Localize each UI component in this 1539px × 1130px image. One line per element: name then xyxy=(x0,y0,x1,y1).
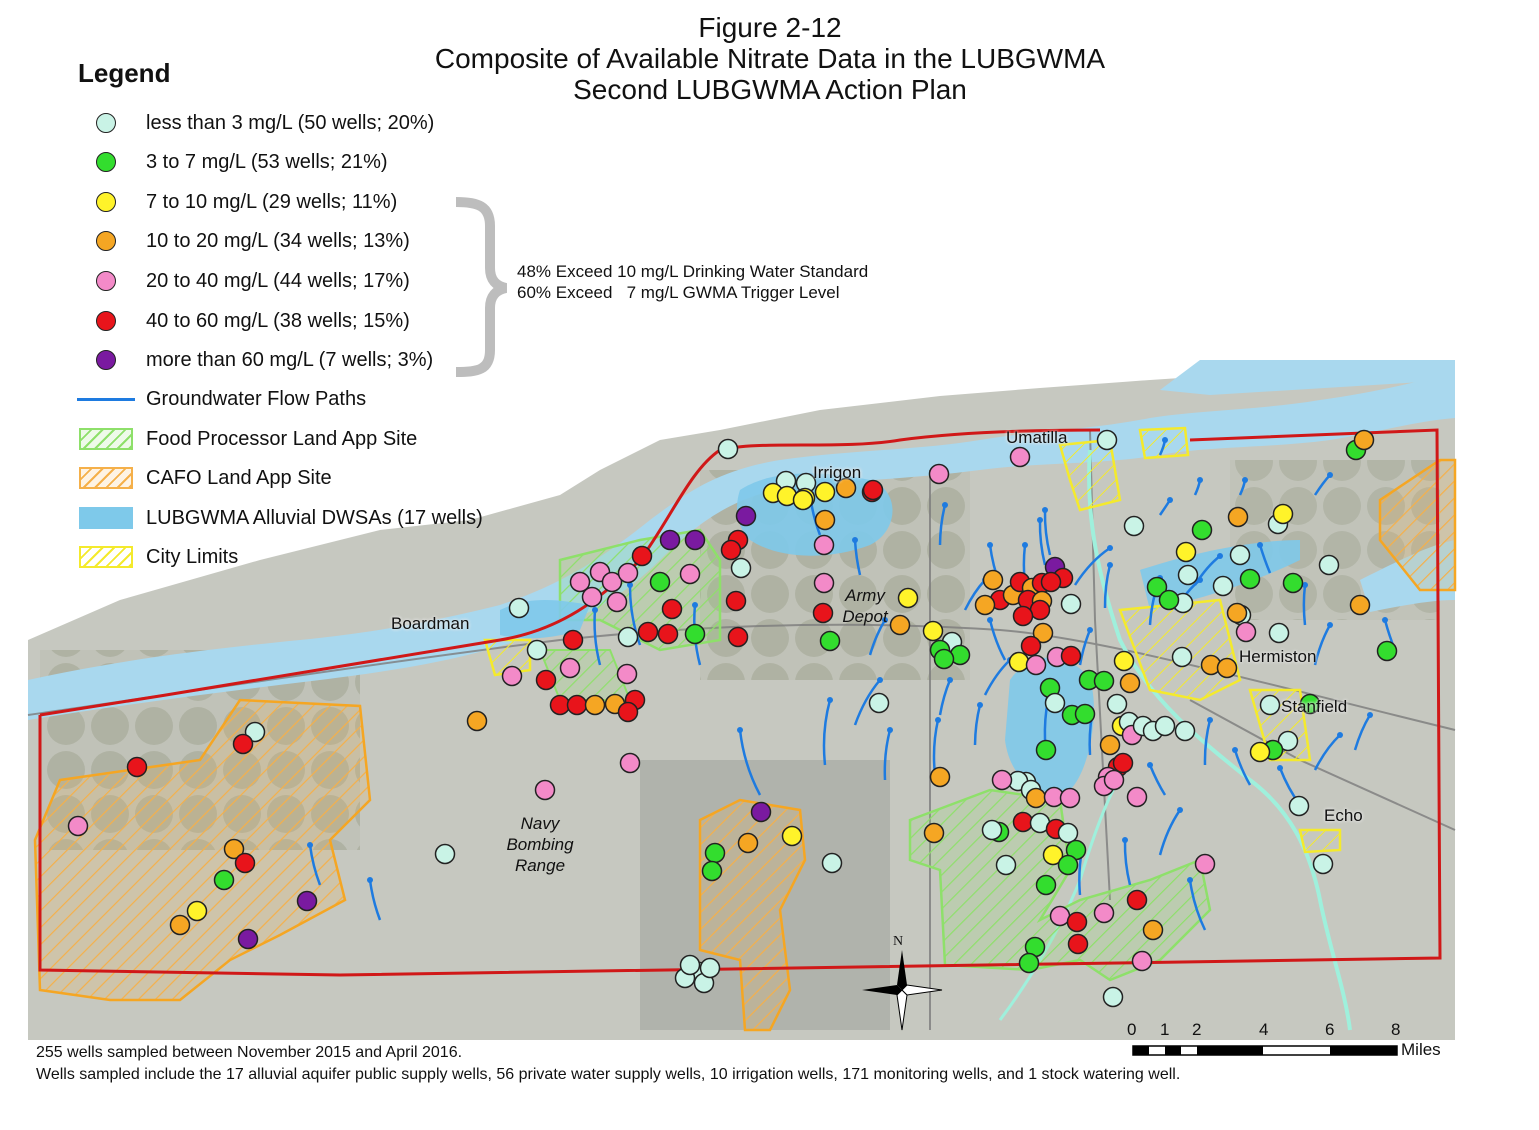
well-marker xyxy=(1095,904,1114,923)
well-marker xyxy=(727,592,746,611)
well-marker xyxy=(1237,623,1256,642)
well-marker xyxy=(1128,891,1147,910)
well-marker xyxy=(1031,601,1050,620)
well-marker xyxy=(1270,624,1289,643)
title-main: Composite of Available Nitrate Data in the LUBGWMA xyxy=(434,43,1106,74)
flow-arrowhead xyxy=(877,677,883,683)
well-marker xyxy=(1010,653,1029,672)
well-marker xyxy=(619,703,638,722)
well-marker xyxy=(564,631,583,650)
legend-item-7to10 xyxy=(76,187,397,217)
flow-arrowhead xyxy=(592,607,598,613)
well-marker xyxy=(681,956,700,975)
well-marker xyxy=(510,599,529,618)
exceed-trigger-level: 60% Exceed 7 mg/L GWMA Trigger Level xyxy=(517,283,840,302)
depot-label-line: Depot xyxy=(842,607,888,626)
well-marker xyxy=(1125,517,1144,536)
flow-arrowhead xyxy=(1197,477,1203,483)
legend-label: 20 to 40 mg/L (44 wells; 17%) xyxy=(146,269,410,292)
well-marker xyxy=(661,531,680,550)
well-marker xyxy=(1173,648,1192,667)
well-marker xyxy=(1022,637,1041,656)
place-umatilla: Umatilla xyxy=(1006,428,1068,447)
well-marker xyxy=(1051,907,1070,926)
well-marker xyxy=(586,696,605,715)
well-marker xyxy=(1027,789,1046,808)
bombing-label-line: Bombing xyxy=(506,835,574,854)
well-marker xyxy=(1061,789,1080,808)
well-marker xyxy=(1121,674,1140,693)
well-marker xyxy=(930,465,949,484)
well-marker xyxy=(551,696,570,715)
well-marker xyxy=(1177,543,1196,562)
well-marker xyxy=(1314,855,1333,874)
well-marker xyxy=(686,531,705,550)
well-marker xyxy=(1290,797,1309,816)
well-marker xyxy=(1059,824,1078,843)
scale-tick: 1 xyxy=(1160,1020,1170,1039)
well-marker xyxy=(1179,566,1198,585)
well-marker xyxy=(1027,656,1046,675)
legend-label: 3 to 7 mg/L (53 wells; 21%) xyxy=(146,150,388,173)
well-marker xyxy=(816,483,835,502)
well-marker xyxy=(899,589,918,608)
place-echo: Echo xyxy=(1324,806,1363,825)
flow-arrowhead xyxy=(1122,837,1128,843)
well-marker xyxy=(1320,556,1339,575)
well-marker xyxy=(739,834,758,853)
well-marker xyxy=(239,930,258,949)
legend-item-city-limits xyxy=(76,542,238,572)
well-marker xyxy=(1011,448,1030,467)
well-marker xyxy=(722,541,741,560)
legend-label: CAFO Land App Site xyxy=(146,466,332,489)
well-marker xyxy=(188,902,207,921)
well-marker xyxy=(732,559,751,578)
well-marker xyxy=(608,593,627,612)
range-label-line: Range xyxy=(514,856,566,875)
well-marker xyxy=(215,871,234,890)
well-marker xyxy=(633,547,652,566)
legend-label: less than 3 mg/L (50 wells; 20%) xyxy=(146,111,435,134)
scale-tick: 0 xyxy=(1127,1020,1137,1039)
flow-arrowhead xyxy=(1382,617,1388,623)
flow-arrowhead xyxy=(737,727,743,733)
well-marker xyxy=(1193,521,1212,540)
well-marker xyxy=(1108,695,1127,714)
flow-arrowhead xyxy=(1242,477,1248,483)
well-marker xyxy=(1128,788,1147,807)
well-marker xyxy=(823,854,842,873)
navy-label-line: Navy xyxy=(520,814,560,833)
well-marker xyxy=(1101,736,1120,755)
well-marker xyxy=(821,632,840,651)
well-marker xyxy=(1274,505,1293,524)
well-marker xyxy=(1042,573,1061,592)
well-marker xyxy=(1037,876,1056,895)
flow-arrowhead xyxy=(307,842,313,848)
well-marker xyxy=(1228,604,1247,623)
well-marker xyxy=(618,665,637,684)
flow-arrowhead xyxy=(1337,732,1343,738)
flow-arrowhead xyxy=(1277,765,1283,771)
flow-arrowhead xyxy=(827,697,833,703)
flow-arrowhead xyxy=(1147,762,1153,768)
well-marker xyxy=(1156,717,1175,736)
flow-arrowhead xyxy=(1257,542,1263,548)
flow-arrowhead xyxy=(692,602,698,608)
flow-arrowhead xyxy=(1107,545,1113,551)
well-marker xyxy=(1144,921,1163,940)
scale-tick: 6 xyxy=(1325,1020,1335,1039)
flow-arrowhead xyxy=(1042,507,1048,513)
flow-arrowhead xyxy=(1367,712,1373,718)
place-boardman: Boardman xyxy=(391,614,470,633)
well-marker xyxy=(1076,705,1095,724)
well-marker xyxy=(619,564,638,583)
legend-dot-icon xyxy=(96,152,116,172)
well-marker xyxy=(701,959,720,978)
flow-arrowhead xyxy=(1232,747,1238,753)
scale-tick: 8 xyxy=(1391,1020,1401,1039)
well-marker xyxy=(1115,652,1134,671)
well-marker xyxy=(537,671,556,690)
well-marker xyxy=(752,803,771,822)
well-marker xyxy=(171,916,190,935)
well-marker xyxy=(503,667,522,686)
legend-label: more than 60 mg/L (7 wells; 3%) xyxy=(146,348,434,371)
flow-arrowhead xyxy=(367,877,373,883)
flow-arrowhead xyxy=(1037,517,1043,523)
legend-item-lt3 xyxy=(76,108,434,138)
flow-arrowhead xyxy=(1087,627,1093,633)
well-marker xyxy=(1037,741,1056,760)
exceedance-summary xyxy=(517,261,868,303)
title-subtitle: Second LUBGWMA Action Plan xyxy=(573,74,967,105)
flow-arrowhead xyxy=(977,702,983,708)
well-marker xyxy=(931,768,950,787)
flow-arrowhead xyxy=(852,537,858,543)
well-marker xyxy=(815,536,834,555)
green-hatch-icon xyxy=(79,428,133,450)
legend-item-food-processor xyxy=(76,424,417,454)
well-marker xyxy=(1133,952,1152,971)
well-marker xyxy=(1176,722,1195,741)
well-marker xyxy=(128,758,147,777)
well-marker xyxy=(651,573,670,592)
well-marker xyxy=(686,625,705,644)
well-marker xyxy=(1020,954,1039,973)
well-marker xyxy=(1069,935,1088,954)
legend-item-cafo xyxy=(76,463,332,493)
scale-tick: 4 xyxy=(1259,1020,1269,1039)
well-marker xyxy=(1014,607,1033,626)
well-marker xyxy=(436,845,455,864)
well-marker xyxy=(1098,431,1117,450)
well-marker xyxy=(794,491,813,510)
well-marker xyxy=(663,600,682,619)
legend-label: 10 to 20 mg/L (34 wells; 13%) xyxy=(146,229,410,252)
army-label-line: Army xyxy=(845,586,885,605)
well-marker xyxy=(984,571,1003,590)
flow-path xyxy=(1304,585,1305,625)
well-marker xyxy=(719,440,738,459)
well-marker xyxy=(1062,647,1081,666)
legend-item-40to60 xyxy=(76,306,410,336)
well-marker xyxy=(236,854,255,873)
flow-arrowhead xyxy=(1327,622,1333,628)
well-marker xyxy=(925,824,944,843)
legend-dot-icon xyxy=(96,113,116,133)
well-marker xyxy=(1105,771,1124,790)
legend-dot-icon xyxy=(96,271,116,291)
well-marker xyxy=(639,623,658,642)
flow-arrowhead xyxy=(1162,437,1168,443)
well-marker xyxy=(568,696,587,715)
legend-dot-icon xyxy=(96,350,116,370)
footnote-well-types: Wells sampled include the 17 alluvial aquifer public supply wells, 56 private water supply wells, 10 irrigation wells, 171 monitoring wells, and 1 stock watering well. xyxy=(36,1066,1181,1083)
well-marker xyxy=(621,754,640,773)
well-marker xyxy=(706,844,725,863)
well-marker xyxy=(864,481,883,500)
legend-brace xyxy=(456,202,506,372)
well-marker xyxy=(659,625,678,644)
legend-item-10to20 xyxy=(76,226,410,256)
exceed-drinking-water: 48% Exceed 10 mg/L Drinking Water Standard xyxy=(517,262,869,281)
well-marker xyxy=(619,628,638,647)
flow-arrowhead xyxy=(1187,877,1193,883)
flow-arrowhead xyxy=(935,717,941,723)
scale-tick: 2 xyxy=(1192,1020,1202,1039)
place-stanfield: Stanfield xyxy=(1281,697,1348,716)
legend-label: 40 to 60 mg/L (38 wells; 15%) xyxy=(146,309,410,332)
well-marker xyxy=(583,588,602,607)
flow-arrowhead xyxy=(1207,717,1213,723)
yellow-hatch-icon xyxy=(79,546,133,568)
well-marker xyxy=(1351,596,1370,615)
flow-arrowhead xyxy=(1217,553,1223,559)
orange-hatch-icon xyxy=(79,467,133,489)
flow-line-icon xyxy=(77,398,135,401)
well-marker xyxy=(298,892,317,911)
well-marker xyxy=(234,735,253,754)
flow-arrowhead xyxy=(1327,472,1333,478)
legend-item-3to7 xyxy=(76,147,388,177)
well-marker xyxy=(935,650,954,669)
place-navy-bombing-range xyxy=(500,813,580,876)
well-marker xyxy=(1251,743,1270,762)
well-marker xyxy=(729,628,748,647)
flow-arrowhead xyxy=(987,542,993,548)
legend-dot-icon xyxy=(96,192,116,212)
flow-arrowhead xyxy=(1177,807,1183,813)
well-marker xyxy=(993,771,1012,790)
legend-dot-icon xyxy=(96,231,116,251)
well-marker xyxy=(783,827,802,846)
well-marker xyxy=(1378,642,1397,661)
well-marker xyxy=(1218,659,1237,678)
legend-item-flow-paths xyxy=(76,384,366,414)
well-marker xyxy=(1241,570,1260,589)
well-marker xyxy=(681,565,700,584)
well-marker xyxy=(1284,574,1303,593)
well-marker xyxy=(1196,855,1215,874)
well-marker xyxy=(1214,577,1233,596)
well-marker xyxy=(1231,546,1250,565)
well-marker xyxy=(1014,813,1033,832)
flow-arrowhead xyxy=(887,727,893,733)
place-irrigon: Irrigon xyxy=(813,463,862,482)
well-marker xyxy=(816,511,835,530)
well-marker xyxy=(468,712,487,731)
legend-label: Food Processor Land App Site xyxy=(146,427,418,450)
legend-dot-icon xyxy=(96,311,116,331)
legend-label: 7 to 10 mg/L (29 wells; 11%) xyxy=(146,190,398,213)
well-marker xyxy=(536,781,555,800)
well-marker xyxy=(924,622,943,641)
well-marker xyxy=(1114,754,1133,773)
well-marker xyxy=(1355,431,1374,450)
legend-label: Groundwater Flow Paths xyxy=(146,387,367,410)
well-marker xyxy=(1160,591,1179,610)
legend-item-20to40 xyxy=(76,266,410,296)
flow-arrowhead xyxy=(947,677,953,683)
well-marker xyxy=(69,817,88,836)
footnote-sampling-period: 255 wells sampled between November 2015 and April 2016. xyxy=(36,1044,463,1061)
well-marker xyxy=(703,862,722,881)
well-marker xyxy=(1261,696,1280,715)
scale-units: Miles xyxy=(1401,1040,1441,1059)
blue-fill-icon xyxy=(79,507,133,529)
north-arrow-label: N xyxy=(893,934,904,949)
well-marker xyxy=(1059,856,1078,875)
well-marker xyxy=(1046,694,1065,713)
title-figure-number: Figure 2-12 xyxy=(698,12,842,43)
well-marker xyxy=(1068,913,1087,932)
legend-item-gt60 xyxy=(76,345,433,375)
place-hermiston: Hermiston xyxy=(1239,647,1317,666)
legend-label: LUBGWMA Alluvial DWSAs (17 wells) xyxy=(146,506,483,529)
well-marker xyxy=(983,821,1002,840)
legend-label: City Limits xyxy=(146,545,239,568)
well-marker xyxy=(976,596,995,615)
flow-arrowhead xyxy=(1022,542,1028,548)
legend-item-dwsa xyxy=(76,503,483,533)
well-marker xyxy=(870,694,889,713)
flow-arrowhead xyxy=(987,617,993,623)
flow-arrowhead xyxy=(942,502,948,508)
place-army-depot xyxy=(830,585,900,627)
well-marker xyxy=(1062,595,1081,614)
well-marker xyxy=(1095,672,1114,691)
scale-bar xyxy=(1120,1020,1440,1065)
well-marker xyxy=(737,507,756,526)
well-marker xyxy=(1104,988,1123,1007)
legend-heading: Legend xyxy=(78,58,171,88)
flow-arrowhead xyxy=(1107,562,1113,568)
well-marker xyxy=(528,641,547,660)
well-marker xyxy=(1229,508,1248,527)
flow-arrowhead xyxy=(1167,497,1173,503)
well-marker xyxy=(561,659,580,678)
well-marker xyxy=(997,856,1016,875)
